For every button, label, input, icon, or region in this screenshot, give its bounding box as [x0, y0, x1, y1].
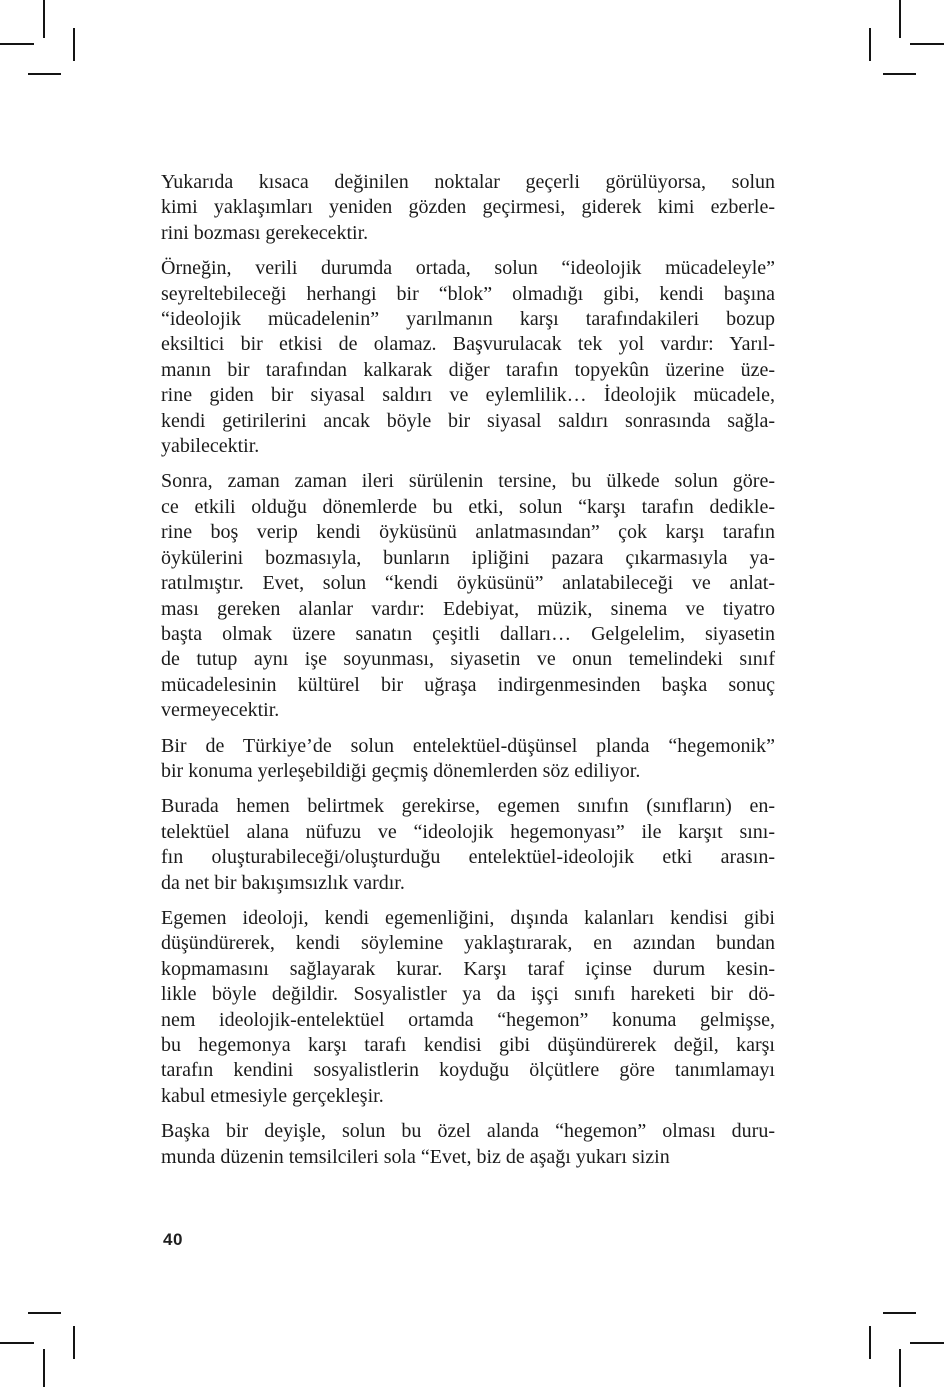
text-line: kabul etmesiyle gerçekleşir.	[161, 1084, 384, 1107]
text-line: rine giden bir siyasal saldırı ve eylemlilik… İdeolojik mücadele,	[161, 384, 775, 407]
paragraph	[161, 734, 775, 785]
text-line: rini bozması gerekecektir.	[161, 221, 369, 244]
text-line: mücadelesinin kültürel bir uğraşa indirgenmesinden başka sonuç	[161, 673, 775, 696]
text-line: manın bir tarafından kalkarak diğer tarafın topyekûn üzerine üze-	[161, 358, 775, 381]
text-line: eksiltici bir etkisi de olamaz. Başvurulacak tek yol vardır: Yarıl-	[161, 333, 775, 356]
text-line: Yukarıda kısaca değinilen noktalar geçerli görülüyorsa, solun	[161, 171, 775, 193]
text-line: nem ideolojik-entelektüel ortamda “hegemon” konuma gelmişse,	[161, 1008, 775, 1031]
text-line: Egemen ideoloji, kendi egemenliğini, dışında kalanları kendisi gibi	[161, 906, 775, 929]
text-line: munda düzenin temsilcileri sola “Evet, biz de aşağı yukarı sizin	[161, 1145, 670, 1168]
text-line: da net bir bakışımsızlık vardır.	[161, 871, 405, 894]
text-line: ratılmıştır. Evet, solun “kendi öyküsünü” anlatabileceği ve anlat-	[161, 572, 775, 595]
text-line: Burada hemen belirtmek gerekirse, egemen sınıfın (sınıfların) en-	[161, 795, 775, 818]
text-line: bu hegemonya karşı tarafı kendisi gibi düşündürerek değil, karşı	[161, 1034, 775, 1056]
text-line: kimi yaklaşımları yeniden gözden geçirmesi, giderek kimi ezberle-	[161, 196, 775, 219]
text-line: fın oluşturabileceği/oluşturduğu entelektüel-ideolojik etki arasın-	[161, 846, 775, 869]
text-line: Başka bir deyişle, solun bu özel alanda “hegemon” olması duru-	[161, 1120, 775, 1143]
text-line: telektüel alana nüfuzu ve “ideolojik hegemonyası” ile karşıt sını-	[161, 820, 775, 843]
text-line: Bir de Türkiye’de solun entelektüel-düşünsel planda “hegemonik”	[161, 734, 775, 757]
text-line: Örneğin, verili durumda ortada, solun “ideolojik mücadeleyle”	[161, 257, 775, 280]
text-line: vermeyecektir.	[161, 699, 280, 722]
paragraph	[161, 469, 775, 723]
text-line: ması gereken alanlar vardır: Edebiyat, müzik, sinema ve tiyatro	[161, 597, 775, 620]
text-line: ce etkili olduğu dönemlerde bu etki, solun “karşı tarafın dedikle-	[161, 495, 775, 518]
text-line: “ideolojik mücadelenin” yarılmanın karşı tarafındakileri bozup	[161, 308, 775, 331]
text-line: seyreltebileceği herhangi bir “blok” olmadığı gibi, kendi başına	[161, 282, 775, 305]
text-line: de tutup aynı işe soyunması, siyasetin ve onun temelindeki sınıf	[161, 648, 775, 671]
body-text	[161, 170, 775, 1180]
text-line: öykülerini bozmasıyla, bunların ipliğini pazara çıkarmasıyla ya-	[161, 546, 775, 569]
paragraph	[161, 170, 775, 246]
text-line: Sonra, zaman zaman ileri sürülenin tersine, bu ülkede solun göre-	[161, 470, 775, 493]
text-line: bir konuma yerleşebildiği geçmiş dönemlerden söz ediliyor.	[161, 759, 641, 782]
paragraph	[161, 906, 775, 1109]
text-line: düşündürerek, kendi söylemine yaklaştırarak, en azından bundan	[161, 932, 775, 955]
paragraph	[161, 1119, 775, 1170]
paragraph	[161, 256, 775, 459]
text-line: rine boş verip kendi öyküsünü anlatmasından” çok karşı tarafın	[161, 521, 775, 544]
text-line: başta olmak üzere sanatın çeşitli dalları… Gelgelelim, siyasetin	[161, 622, 775, 645]
text-line: tarafın kendini sosyalistlerin koyduğu ölçütlere göre tanımlamayı	[161, 1059, 775, 1082]
text-line: kendi getirilerini ancak böyle bir siyasal saldırı sonrasında sağla-	[161, 409, 775, 432]
text-line: likle böyle değildir. Sosyalistler ya da işçi sınıfı hareketi bir dö-	[161, 983, 775, 1006]
page-number: 40	[163, 1230, 183, 1249]
text-line: yabilecektir.	[161, 435, 260, 458]
paragraph	[161, 794, 775, 896]
text-line: kopmamasını sağlayarak kurar. Karşı taraf içinse durum kesin-	[161, 957, 775, 980]
